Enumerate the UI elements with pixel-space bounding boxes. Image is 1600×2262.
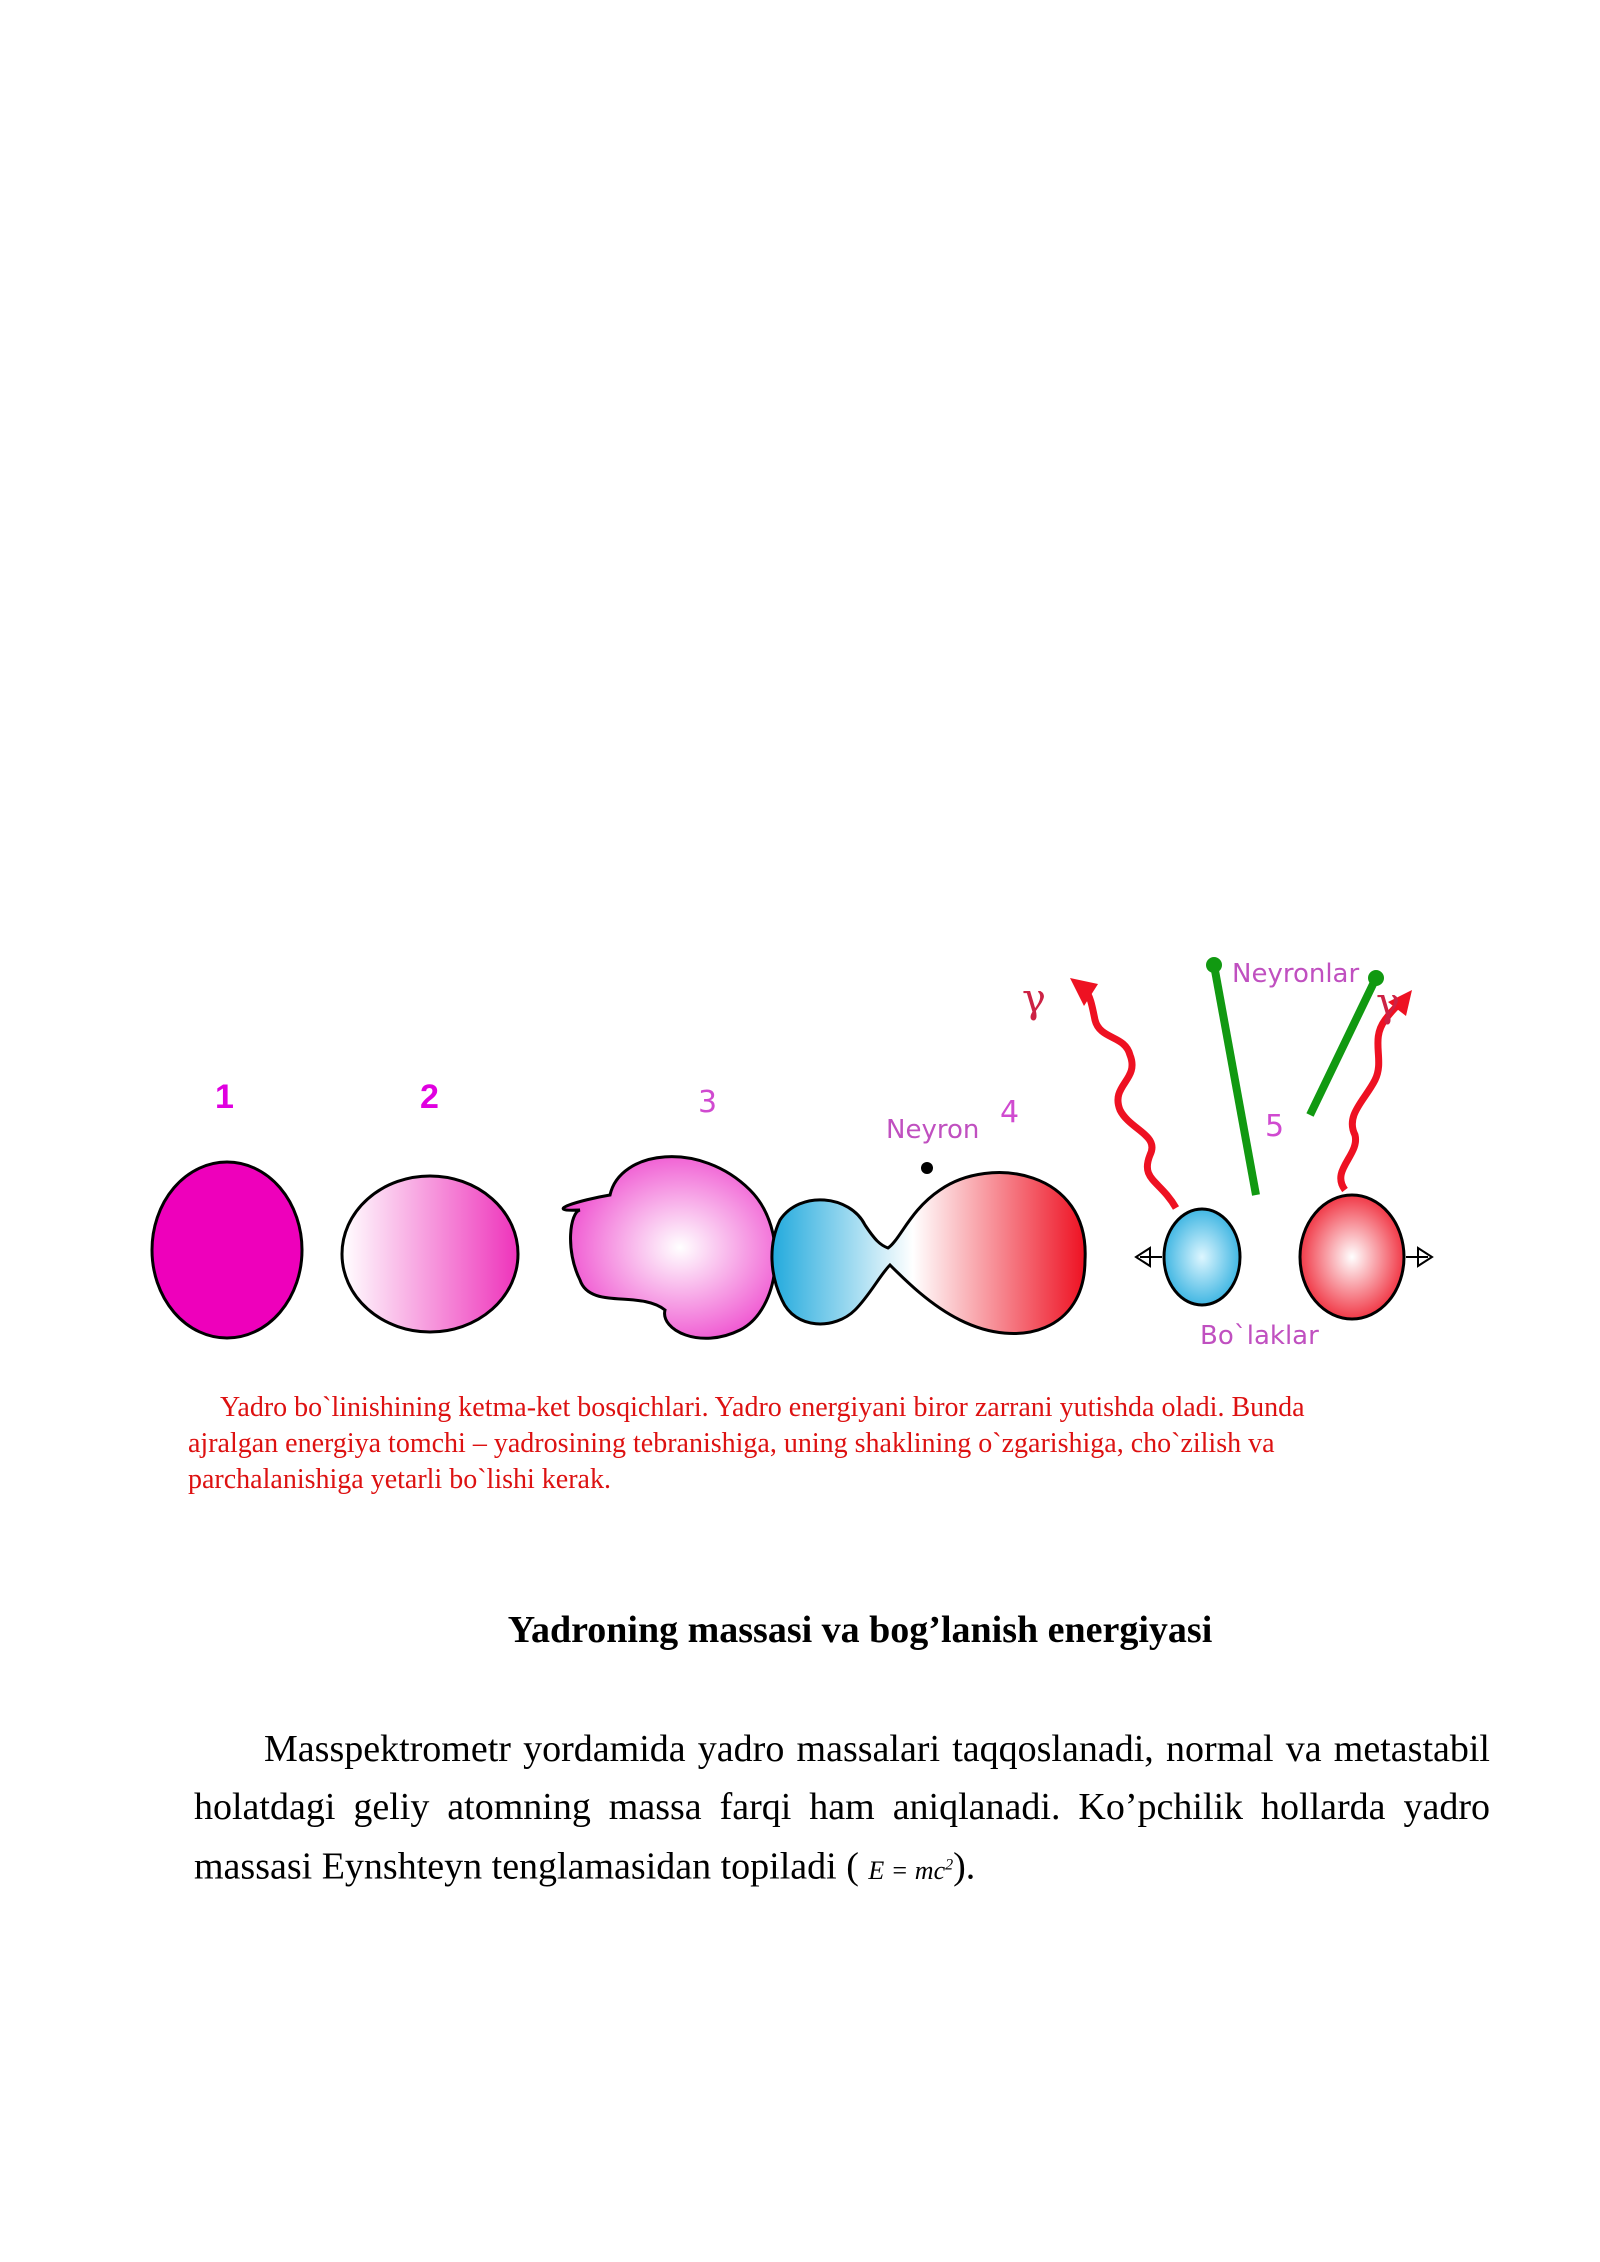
stage-1-nucleus bbox=[152, 1162, 302, 1338]
stage-3-nucleus bbox=[563, 1157, 775, 1339]
stage-label-5: 5 bbox=[1265, 1109, 1285, 1144]
fragment-blue bbox=[1164, 1209, 1240, 1305]
stage-label-4: 4 bbox=[1000, 1095, 1020, 1130]
neutron-label: Neyron bbox=[886, 1115, 980, 1145]
paragraph-text: Masspektrometr yordamida yadro massalari taqqoslanadi, normal va metastabil holatdagi geliy atomning massa farqi ham aniqlanadi. Ko’pchilik hollarda yadro massasi Eynshteyn tenglamasidan topiladi ( bbox=[194, 1728, 1490, 1888]
arrow-left-icon bbox=[1136, 1248, 1162, 1266]
arrow-right-icon bbox=[1406, 1248, 1432, 1266]
neutrons-label: Neyronlar bbox=[1232, 959, 1360, 989]
section-paragraph bbox=[194, 1720, 1490, 1900]
gamma-ray-1 bbox=[1085, 990, 1176, 1208]
section-heading: Yadroning massasi va bog’lanish energiyasi bbox=[507, 1609, 1213, 1651]
neutron-line-1 bbox=[1214, 965, 1256, 1195]
figure-caption bbox=[188, 1390, 1328, 1498]
fragment-red bbox=[1300, 1195, 1404, 1319]
gamma-label-2: γ bbox=[1376, 980, 1400, 1026]
stage-4-nucleus bbox=[772, 1162, 1085, 1334]
stage-label-3: 3 bbox=[698, 1085, 718, 1120]
fission-stages-figure bbox=[140, 950, 1460, 1370]
stage-label-1: 1 bbox=[215, 1078, 234, 1116]
einstein-formula: $E = mc^2$ bbox=[868, 1855, 954, 1885]
paragraph-end: ). bbox=[953, 1845, 976, 1888]
gamma-label-1: γ bbox=[1022, 976, 1046, 1022]
caption-text: Yadro bo`linishining ketma-ket bosqichlari. Yadro energiyani biror zarrani yutishda oladi. Bunda ajralgan energiya tomchi – yadrosining tebranishiga, uning shaklining o`zgarishiga, cho`zilish va parchalanishiga yetarli bo`lishi kerak. bbox=[188, 1392, 1305, 1495]
stage-label-2: 2 bbox=[420, 1078, 439, 1116]
neutron-dot bbox=[921, 1162, 933, 1174]
stage-2-nucleus bbox=[342, 1176, 518, 1332]
fragments-label: Bo`laklar bbox=[1200, 1321, 1319, 1351]
